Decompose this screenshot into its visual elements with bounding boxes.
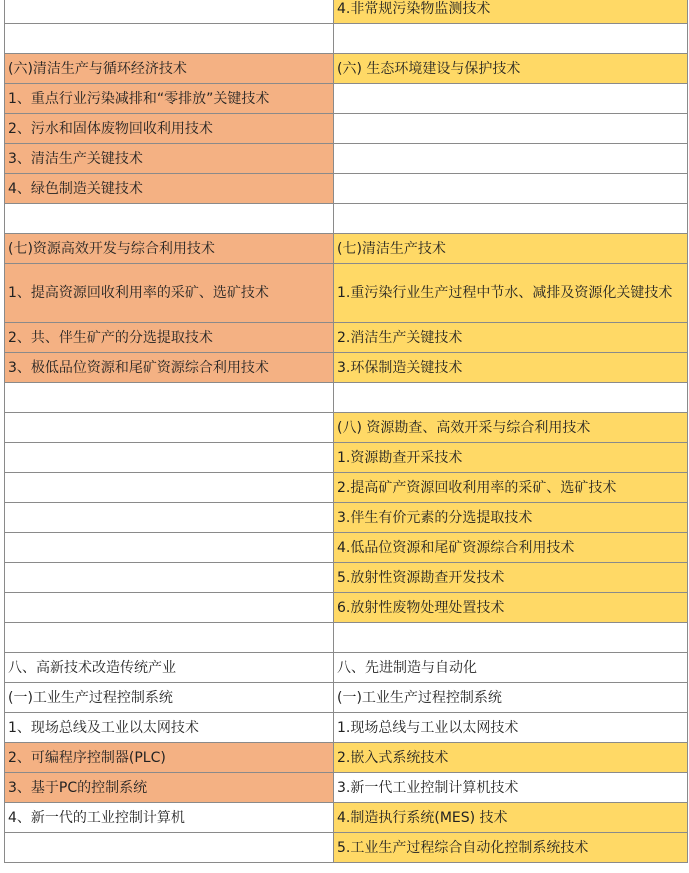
right-cell: 2.提高矿产资源回收利用率的采矿、选矿技术 [334,473,688,503]
right-cell: 4.制造执行系统(MES) 技术 [334,803,688,833]
table-row [5,413,688,443]
right-cell [334,174,688,204]
table-row [5,234,688,264]
right-cell [334,383,688,413]
left-cell: (一)工业生产过程控制系统 [5,683,334,713]
left-cell [5,204,334,234]
table-row [5,833,688,863]
left-cell: 3、清洁生产关键技术 [5,144,334,174]
left-cell: 1、提高资源回收利用率的采矿、选矿技术 [5,264,334,323]
right-cell: 5.工业生产过程综合自动化控制系统技术 [334,833,688,863]
left-cell [5,563,334,593]
right-cell: 1.资源勘查开采技术 [334,443,688,473]
left-cell: 4、新一代的工业控制计算机 [5,803,334,833]
table-row [5,174,688,204]
table-row [5,383,688,413]
right-cell: 5.放射性资源勘查开发技术 [334,563,688,593]
table-row [5,353,688,383]
right-cell: (六) 生态环境建设与保护技术 [334,54,688,84]
table-row [5,84,688,114]
right-cell [334,24,688,54]
left-cell [5,533,334,563]
right-cell: (一)工业生产过程控制系统 [334,683,688,713]
left-cell [5,623,334,653]
left-cell [5,413,334,443]
right-cell: (八) 资源勘查、高效开采与综合利用技术 [334,413,688,443]
right-cell: 3.新一代工业控制计算机技术 [334,773,688,803]
table-row [5,323,688,353]
left-cell [5,503,334,533]
right-cell: 1.现场总线与工业以太网技术 [334,713,688,743]
right-cell: (七)清洁生产技术 [334,234,688,264]
right-cell: 1.重污染行业生产过程中节水、减排及资源化关键技术 [334,264,688,323]
right-cell [334,623,688,653]
table-row [5,623,688,653]
right-cell: 八、先进制造与自动化 [334,653,688,683]
right-cell: 4.非常规污染物监测技术 [334,0,688,24]
left-cell: 1、现场总线及工业以太网技术 [5,713,334,743]
left-cell [5,833,334,863]
left-cell [5,443,334,473]
right-cell: 2.嵌入式系统技术 [334,743,688,773]
left-cell [5,24,334,54]
right-cell: 3.环保制造关键技术 [334,353,688,383]
left-cell: 2、污水和固体废物回收利用技术 [5,114,334,144]
left-cell [5,0,334,24]
left-cell: 3、基于PC的控制系统 [5,773,334,803]
table-row [5,803,688,833]
right-cell [334,204,688,234]
left-cell: 八、高新技术改造传统产业 [5,653,334,683]
right-cell: 4.低品位资源和尾矿资源综合利用技术 [334,533,688,563]
table-row [5,114,688,144]
technology-comparison-table [4,0,688,863]
left-cell: 1、重点行业污染减排和“零排放”关键技术 [5,84,334,114]
left-cell [5,593,334,623]
right-cell: 6.放射性废物处理处置技术 [334,593,688,623]
right-cell: 2.消洁生产关键技术 [334,323,688,353]
right-cell [334,144,688,174]
table-row [5,533,688,563]
table-row [5,683,688,713]
table-row [5,653,688,683]
left-cell: 2、可编程序控制器(PLC) [5,743,334,773]
left-cell: (六)清洁生产与循环经济技术 [5,54,334,84]
table-row [5,144,688,174]
left-cell [5,473,334,503]
left-cell: (七)资源高效开发与综合利用技术 [5,234,334,264]
table-row [5,54,688,84]
table-row [5,24,688,54]
table-row [5,713,688,743]
table-row [5,473,688,503]
table-row [5,204,688,234]
table-row [5,0,688,24]
table-row [5,593,688,623]
table-row [5,443,688,473]
table-row [5,743,688,773]
left-cell: 3、极低品位资源和尾矿资源综合利用技术 [5,353,334,383]
right-cell [334,84,688,114]
right-cell [334,114,688,144]
left-cell [5,383,334,413]
left-cell: 2、共、伴生矿产的分选提取技术 [5,323,334,353]
left-cell: 4、绿色制造关键技术 [5,174,334,204]
table-row [5,563,688,593]
table-row [5,773,688,803]
table-row [5,503,688,533]
table-row [5,264,688,323]
right-cell: 3.伴生有价元素的分选提取技术 [334,503,688,533]
